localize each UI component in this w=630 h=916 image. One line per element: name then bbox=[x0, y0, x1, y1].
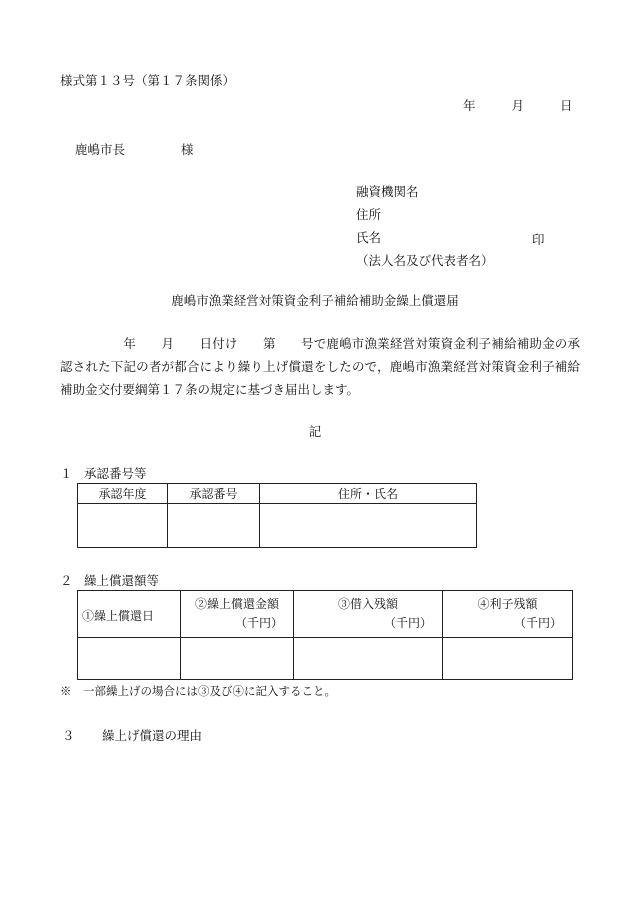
cell-repayment-date[interactable] bbox=[78, 638, 181, 680]
addressee-honorific: 様 bbox=[181, 142, 194, 157]
cell-repayment-amount[interactable] bbox=[181, 638, 294, 680]
cell-approval-number[interactable] bbox=[168, 504, 260, 548]
section-1-heading bbox=[60, 464, 147, 482]
cell-loan-balance[interactable] bbox=[294, 638, 443, 680]
applicant-name: 氏名 bbox=[356, 230, 382, 245]
section-3-number: ３ bbox=[62, 728, 75, 743]
cell-address-name[interactable] bbox=[260, 504, 477, 548]
table-note: ※ 一部繰上げの場合には③及び④に記入すること。 bbox=[60, 684, 336, 698]
section-3-heading bbox=[62, 726, 202, 744]
applicant-institution: 融資機関名 bbox=[356, 184, 419, 199]
header-repayment-amount-unit: （千円） bbox=[234, 616, 283, 630]
body-paragraph: 年 月 日付け 第 号で鹿嶋市漁業経営対策資金利子補給補助金の承認された下記の者が都合により繰り上げ償還をしたので，鹿嶋市漁業経営対策資金利子補給補助金交付要綱第１７条の規定に基づき届出します。 bbox=[60, 336, 580, 397]
applicant-block bbox=[356, 184, 545, 276]
header-approval-number: 承認番号 bbox=[168, 484, 260, 504]
date-month: 月 bbox=[511, 98, 524, 113]
addressee-name: 鹿嶋市長 bbox=[75, 142, 126, 157]
header-repayment-date-label: ①繰上償還日 bbox=[82, 609, 155, 623]
header-interest-balance bbox=[443, 591, 573, 638]
date-year: 年 bbox=[463, 98, 476, 113]
section-2-label: 繰上償還額等 bbox=[84, 573, 160, 588]
repayment-table bbox=[77, 590, 573, 680]
seal-mark: 印 bbox=[532, 232, 545, 247]
date-line bbox=[463, 96, 572, 114]
date-day: 日 bbox=[559, 98, 573, 113]
section-3-label: 繰上げ償還の理由 bbox=[102, 728, 203, 743]
cell-approval-year[interactable] bbox=[78, 504, 168, 548]
document-title: 鹿嶋市漁業経営対策資金利子補給補助金繰上償還届 bbox=[171, 293, 459, 308]
header-loan-balance-unit: （千円） bbox=[383, 616, 432, 630]
addressee bbox=[75, 140, 194, 158]
header-loan-balance bbox=[294, 591, 443, 638]
header-repayment-amount-label: ②繰上償還金額 bbox=[194, 597, 279, 611]
header-repayment-date bbox=[78, 591, 181, 638]
header-interest-balance-unit: （千円） bbox=[513, 616, 562, 630]
ki-heading: 記 bbox=[308, 424, 322, 439]
applicant-note: （法人名及び代表者名） bbox=[356, 253, 494, 268]
cell-interest-balance[interactable] bbox=[443, 638, 573, 680]
approval-table bbox=[77, 483, 477, 548]
form-number: 様式第１３号（第１７条関係） bbox=[60, 73, 236, 88]
header-repayment-amount bbox=[181, 591, 294, 638]
section-2-heading bbox=[60, 571, 159, 589]
header-address-name: 住所・氏名 bbox=[260, 484, 477, 504]
section-2-number: ２ bbox=[60, 573, 73, 588]
section-1-number: １ bbox=[60, 466, 73, 481]
applicant-address: 住所 bbox=[356, 207, 382, 222]
header-loan-balance-label: ③借入残額 bbox=[337, 597, 398, 611]
section-1-label: 承認番号等 bbox=[84, 466, 147, 481]
header-approval-year: 承認年度 bbox=[78, 484, 168, 504]
header-interest-balance-label: ④利子残額 bbox=[477, 597, 538, 611]
